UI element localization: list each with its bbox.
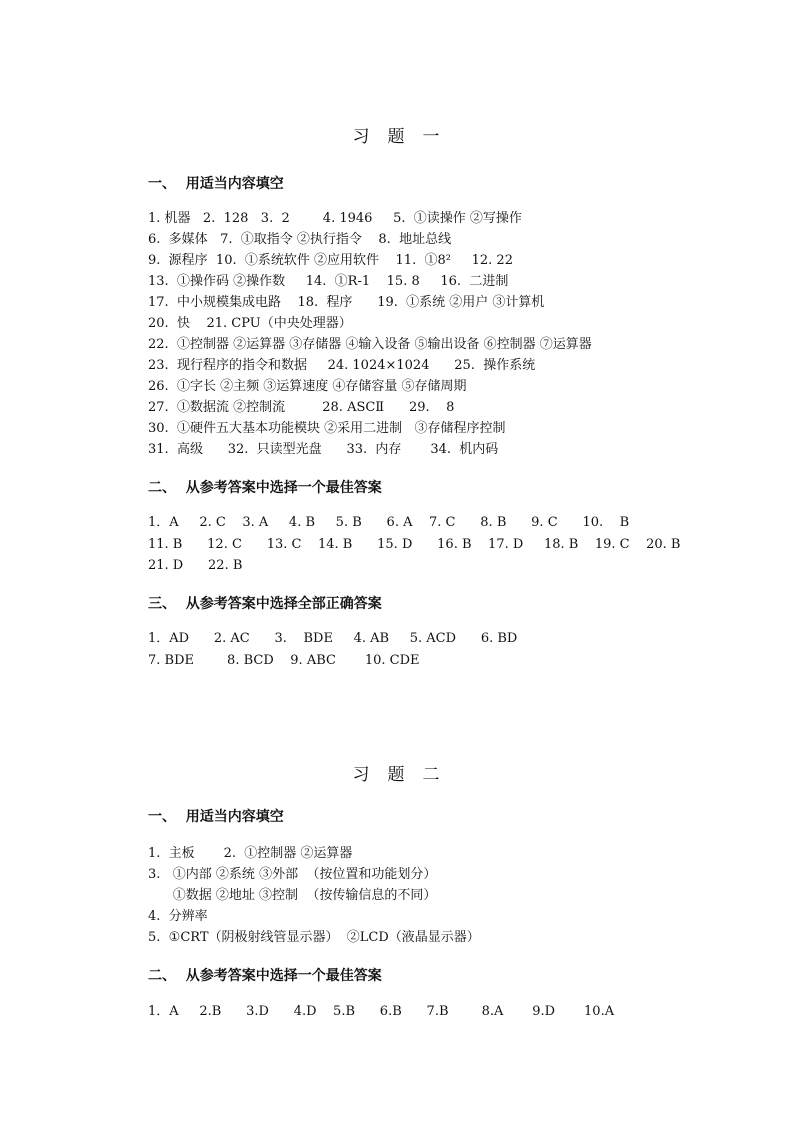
answer-line: 13. ①操作码 ②操作数 14. ①R-1 15. 8 16. 二进制 — [148, 274, 509, 289]
exercise-1-title — [0, 122, 794, 147]
title-char: 题 — [387, 127, 407, 147]
answer-line: 1．A 2.B 3.D 4.D 5.B 6.B 7.B 8.A 9.D 10.A — [148, 1004, 615, 1019]
answer-line: 26. ①字长 ②主频 ③运算速度 ④存储容量 ⑤存储周期 — [148, 379, 467, 394]
ex1-section-1-heading: 一、 用适当内容填空 — [148, 176, 284, 192]
answer-line: 30. ①硬件五大基本功能模块 ②采用二进制 ③存储程序控制 — [148, 421, 506, 436]
title-char: 习 — [352, 765, 372, 785]
title-char: 二 — [422, 765, 442, 785]
ex2-section-2-heading: 二、 从参考答案中选择一个最佳答案 — [148, 968, 382, 984]
answer-line: 4. 分辨率 — [148, 909, 208, 924]
answer-line: 7. BDE 8. BCD 9. ABC 10. CDE — [148, 653, 420, 668]
answer-line: 21. D 22. B — [148, 558, 243, 573]
answer-line: 11. B 12. C 13. C 14. B 15. D 16. B 17. D 18. B 19. C 20. B — [148, 537, 681, 552]
ex1-section-3-heading: 三、 从参考答案中选择全部正确答案 — [148, 596, 382, 612]
answer-line: 22. ①控制器 ②运算器 ③存储器 ④输入设备 ⑤输出设备 ⑥控制器 ⑦运算器 — [148, 337, 592, 352]
title-char: 一 — [422, 127, 442, 147]
answer-line: ①数据 ②地址 ③控制 （按传输信息的不同） — [148, 888, 437, 903]
answer-line: 6. 多媒体 7. ①取指令 ②执行指令 8. 地址总线 — [148, 232, 452, 247]
answer-line: 9. 源程序 10. ①系统软件 ②应用软件 11. ①8² 12. 22 — [148, 253, 513, 268]
title-char: 习 — [352, 127, 372, 147]
answer-line: 5. ①CRT（阴极射线管显示器） ②LCD（液晶显示器） — [148, 930, 480, 945]
answer-line: 1. 机器 2. 128 3. 2 4. 1946 5. ①读操作 ②写操作 — [148, 211, 522, 226]
title-char: 题 — [387, 765, 407, 785]
answer-line: 31. 高级 32. 只读型光盘 33. 内存 34. 机内码 — [148, 442, 499, 457]
answer-line: 3. ①内部 ②系统 ③外部 （按位置和功能划分） — [148, 867, 437, 882]
answer-line: 1. 主板 2. ①控制器 ②运算器 — [148, 846, 353, 861]
answer-line: 23. 现行程序的指令和数据 24. 1024×1024 25. 操作系统 — [148, 358, 536, 373]
ex1-section-2-heading: 二、 从参考答案中选择一个最佳答案 — [148, 480, 382, 496]
ex2-section-1-heading: 一、 用适当内容填空 — [148, 809, 284, 825]
answer-line: 20. 快 21. CPU（中央处理器） — [148, 316, 352, 331]
answer-line: 1．AD 2. AC 3. BDE 4. AB 5. ACD 6. BD — [148, 631, 518, 646]
answer-line: 27. ①数据流 ②控制流 28. ASCⅡ 29. 8 — [148, 400, 455, 415]
exercise-2-title — [0, 760, 794, 785]
answer-line: 17. 中小规模集成电路 18. 程序 19. ①系统 ②用户 ③计算机 — [148, 295, 545, 310]
answer-line: 1．A 2. C 3. A 4. B 5. B 6. A 7. C 8. B 9. C 10. B — [148, 515, 630, 530]
